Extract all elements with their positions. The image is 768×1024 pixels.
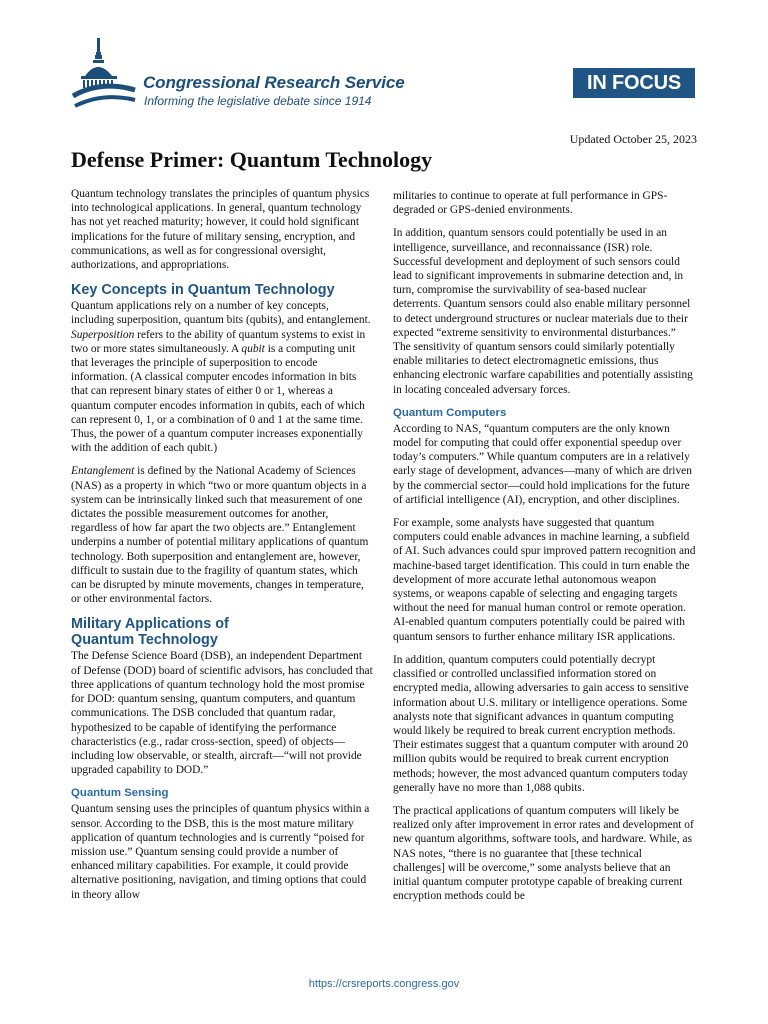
updated-date: Updated October 25, 2023 [569, 132, 697, 146]
key-concepts-text-3: is a computing unit that leverages the principle of superposition to encode information. (A classical computer encodes information in bits that can represent binary states of either 0 or 1, whereas a quantum computer encodes information in qubits, each of which can represent 0, 1, or a combination of 0 and 1 at the same time. Thus, the power of a quantum computer increases exponentially with the addition of each qubit.) [71, 342, 365, 455]
computers-paragraph-4: The practical applications of quantum computers will likely be realized only after improvement in error rates and development of new quantum algorithms, software tools, and hardware. While, as NAS notes, “there is no guarantee that [these technical challenges] will be overcome,” some analysts believe that an initial quantum computer prototype capable of breaking current encryption methods could be [393, 804, 694, 903]
org-name: Congressional Research Service [143, 73, 405, 92]
key-concepts-text-1: Quantum applications rely on a number of key concepts, including superposition, quantum bits (qubits), and entanglement. [71, 300, 371, 327]
isr-paragraph: In addition, quantum sensors could potentially be used in an intelligence, surveillance, and reconnaissance (ISR) role. Successful development and deployment of such sensors could lead to significant improvements in submarine detection and, in turn, compromise the survivability of sea-based nuclear deterrents. Quantum sensors could also enable military personnel to detect underground structures or nuclear materials due to their expected “extreme sensitivity to environmental disturbances.” The sensitivity of quantum sensors could similarly potentially enable militaries to detect electromagnetic emissions, thus enhancing electronic warfare capabilities and potentially assisting in locating concealed adversary forces. [393, 227, 693, 396]
heading-quantum-computers: Quantum Computers [393, 406, 507, 419]
term-superposition: Superposition [71, 328, 135, 341]
right-column [393, 189, 696, 912]
entanglement-text: is defined by the National Academy of Sciences (NAS) as a property in which “two or more quantum objects in a system can be intrinsically linked such that measurement of one dictates the possible measurement outcomes for another, regardless of how far apart the two objects are.” Entanglement underpins a number of potential military applications of quantum technology. Both superposition and entanglement are, however, difficult to sustain due to the fragility of quantum states, which can be disrupted by minute movements, changes in temperature, or other environmental factors. [71, 465, 369, 606]
heading-key-concepts: Key Concepts in Quantum Technology [71, 282, 335, 299]
key-concepts-text-2: refers to the ability of quantum systems to exist in two or more states simultaneously. A [71, 328, 366, 355]
sensing-continued-paragraph: militaries to continue to operate at full performance in GPS-degraded or GPS-denied environments. [393, 190, 668, 217]
computers-paragraph-1: According to NAS, “quantum computers are the only known model for computing that could offer exponential speedup over today’s computers.” While quantum computers are in a relatively early stage of development, advances—many of which are driven by the commercial sector—could hold implications for the future of artificial intelligence (AI), encryption, and other disciplines. [393, 422, 692, 506]
heading-quantum-sensing: Quantum Sensing [71, 787, 169, 800]
term-qubit: qubit [241, 342, 265, 355]
quantum-sensing-paragraph: Quantum sensing uses the principles of quantum physics within a sensor. According to the DSB, this is the most mature military application of quantum technologies and is currently “poised for mission use.” Quantum sensing could provide a number of enhanced military capabilities. For example, it could provide alternative positioning, navigation, and timing options that could in theory allow [71, 803, 370, 901]
left-column [71, 187, 374, 911]
military-applications-paragraph: The Defense Science Board (DSB), an independent Department of Defense (DOD) board of scientific advisors, has concluded that three applications of quantum technology hold the most promise for DOD: quantum sensing, quantum computers, and quantum communications. The DSB concluded that quantum radar, hypothesized to be capable of identifying the performance characteristics (e.g., radar cross-section, speed) of objects—including low observable, or stealth, aircraft—“will not provide upgraded capability to DOD.” [71, 650, 373, 777]
computers-paragraph-2: For example, some analysts have suggested that quantum computers could enable advances in machine learning, a subfield of AI. Such advances could spur improved pattern recognition and machine-based target identification. This could in turn enable the development of more accurate lethal autonomous weapon systems, or weapons capable of selecting and engaging targets without the need for manual human control or remote operation. AI-enabled quantum computers potentially could be paired with quantum sensors to further enhance military ISR applications. [393, 517, 696, 643]
capitol-dome-logo-icon [71, 36, 137, 108]
term-entanglement: Entanglement [71, 465, 135, 478]
computers-paragraph-3: In addition, quantum computers could potentially decrypt classified or controlled unclassified information stored on encrypted media, allowing adversaries to gain access to sensitive information about U.S. military or intelligence operations. Some analysts note that significant advances in quantum computing would likely be required to break current encryption methods. Their estimates suggest that a quantum computer with around 20 million qubits would be required to break current encryption methods; however, the most advanced quantum computers today generally have no more than 1,088 qubits. [393, 653, 689, 794]
intro-paragraph: Quantum technology translates the principles of quantum physics into technological applications. In general, quantum technology has not yet reached maturity; however, it could hold significant implications for the future of military sensing, encryption, and communications, as well as for congressional oversight, authorizations, and appropriations. [71, 188, 370, 272]
heading-military-applications: Military Applications of Quantum Technology [71, 616, 229, 649]
page-title: Defense Primer: Quantum Technology [71, 147, 433, 172]
key-concepts-paragraph [71, 299, 374, 455]
footer-url-link[interactable]: https://crsreports.congress.gov [308, 978, 460, 990]
in-focus-badge: IN FOCUS [573, 68, 695, 98]
org-tagline: Informing the legislative debate since 1914 [144, 94, 372, 108]
entanglement-paragraph [71, 464, 374, 606]
